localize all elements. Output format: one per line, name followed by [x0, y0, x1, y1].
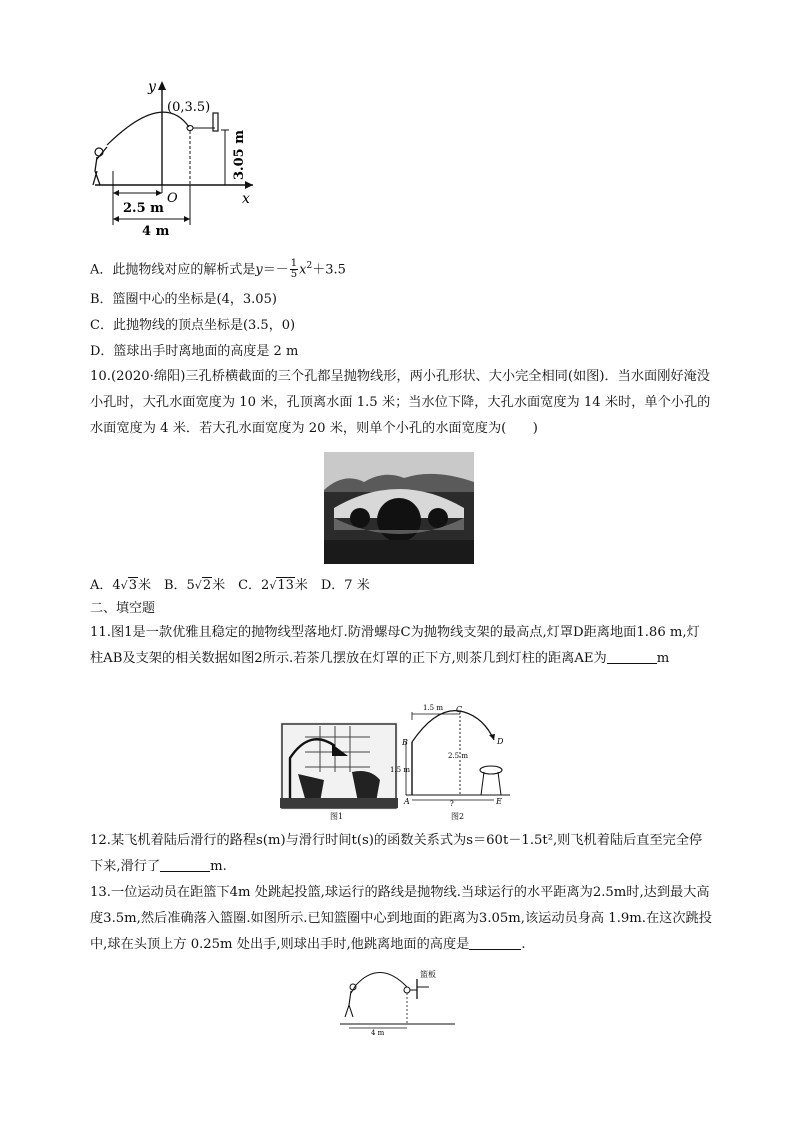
diagram-top-label: 1.5 m — [423, 704, 443, 712]
y-axis-label: y — [148, 79, 156, 95]
section-title: 二、填空题 — [90, 601, 156, 616]
diagram-q-label: ? — [450, 800, 454, 808]
q10-options: A．4√3米 B．5√2米 C．2√13米 D．7 米 — [90, 578, 370, 593]
q9-option-c: C．此抛物线的顶点坐标是(3.5，0) — [90, 318, 296, 333]
label-E: E — [496, 797, 502, 806]
backboard-label: 篮板 — [420, 970, 436, 979]
diagram-left-label: 1.5 m — [390, 766, 410, 774]
label-D: D — [497, 737, 504, 746]
q9-option-b: B．篮圈中心的坐标是(4，3.05) — [90, 292, 277, 307]
x-axis-label: x — [242, 191, 250, 207]
q9-option-d: D．篮球出手时离地面的高度是 2 m — [90, 344, 299, 359]
lamp-photo — [280, 722, 398, 810]
distance-label: 4 m — [371, 1029, 385, 1037]
q12-text: 12.某飞机着陆后滑行的路程s(m)与滑行时间t(s)的函数关系式为s＝60t－1.5t²,则飞机着陆后直至完全停下来,滑行了 m. — [90, 833, 703, 874]
height-label: 3.05 m — [232, 130, 247, 180]
lamp-diagram — [390, 700, 516, 808]
vertex-label: (0,3.5) — [167, 100, 211, 115]
basketball-trajectory-figure — [85, 75, 275, 240]
q13-text: 13.一位运动员在距篮下4m 处跳起投篮,球运行的路线是抛物线.当球运行的水平距离为2.5m时,达到最大高度3.5m,然后准确落入篮圈.如图所示.已知篮圈中心到地面的距离为3.05m,该运动员身高 1.9m.在这次跳投中,球在头顶上方 0.25m 处出手,则球出手时,他跳离地面的高度是 . — [90, 885, 712, 952]
q11-text: 11.图1是一款优雅且稳定的抛物线型落地灯.防滑螺母C为抛物线支架的最高点,灯罩D距离地面1.86 m,灯柱AB及支架的相关数据如图2所示.若茶几摆放在灯罩的正下方,则茶几到灯柱的距离AE为 m — [90, 625, 700, 666]
label-C: C — [456, 705, 463, 714]
fig1-caption: 图1 — [330, 812, 344, 821]
label-B: B — [402, 738, 408, 747]
dist-label-a: 2.5 m — [123, 201, 164, 216]
label-A: A — [404, 797, 410, 806]
diagram-mid-label: 2.5 m — [448, 752, 468, 760]
fig2-caption: 图2 — [451, 812, 465, 821]
q9-option-a: A．此抛物线对应的解析式是y＝－ $\frac{1}{5}$ $x^2+3.5$ — [90, 258, 346, 281]
bridge-photo — [324, 452, 474, 564]
dist-label-b: 4 m — [142, 224, 170, 239]
origin-label: O — [167, 191, 178, 206]
q10-text: 10.(2020·绵阳)三孔桥横截面的三个孔都呈抛物线形，两小孔形状、大小完全相同(如图)．当水面刚好淹没小孔时，大孔水面宽度为 10 米，孔顶离水面 1.5 米；当水位下降，大孔水面宽度为 14 米时，单个小孔的水面宽度为 4 米．若大孔水面宽度为 20 米，则单个小孔的水面宽度为( ) — [90, 369, 711, 436]
jump-shot-figure — [335, 965, 460, 1037]
